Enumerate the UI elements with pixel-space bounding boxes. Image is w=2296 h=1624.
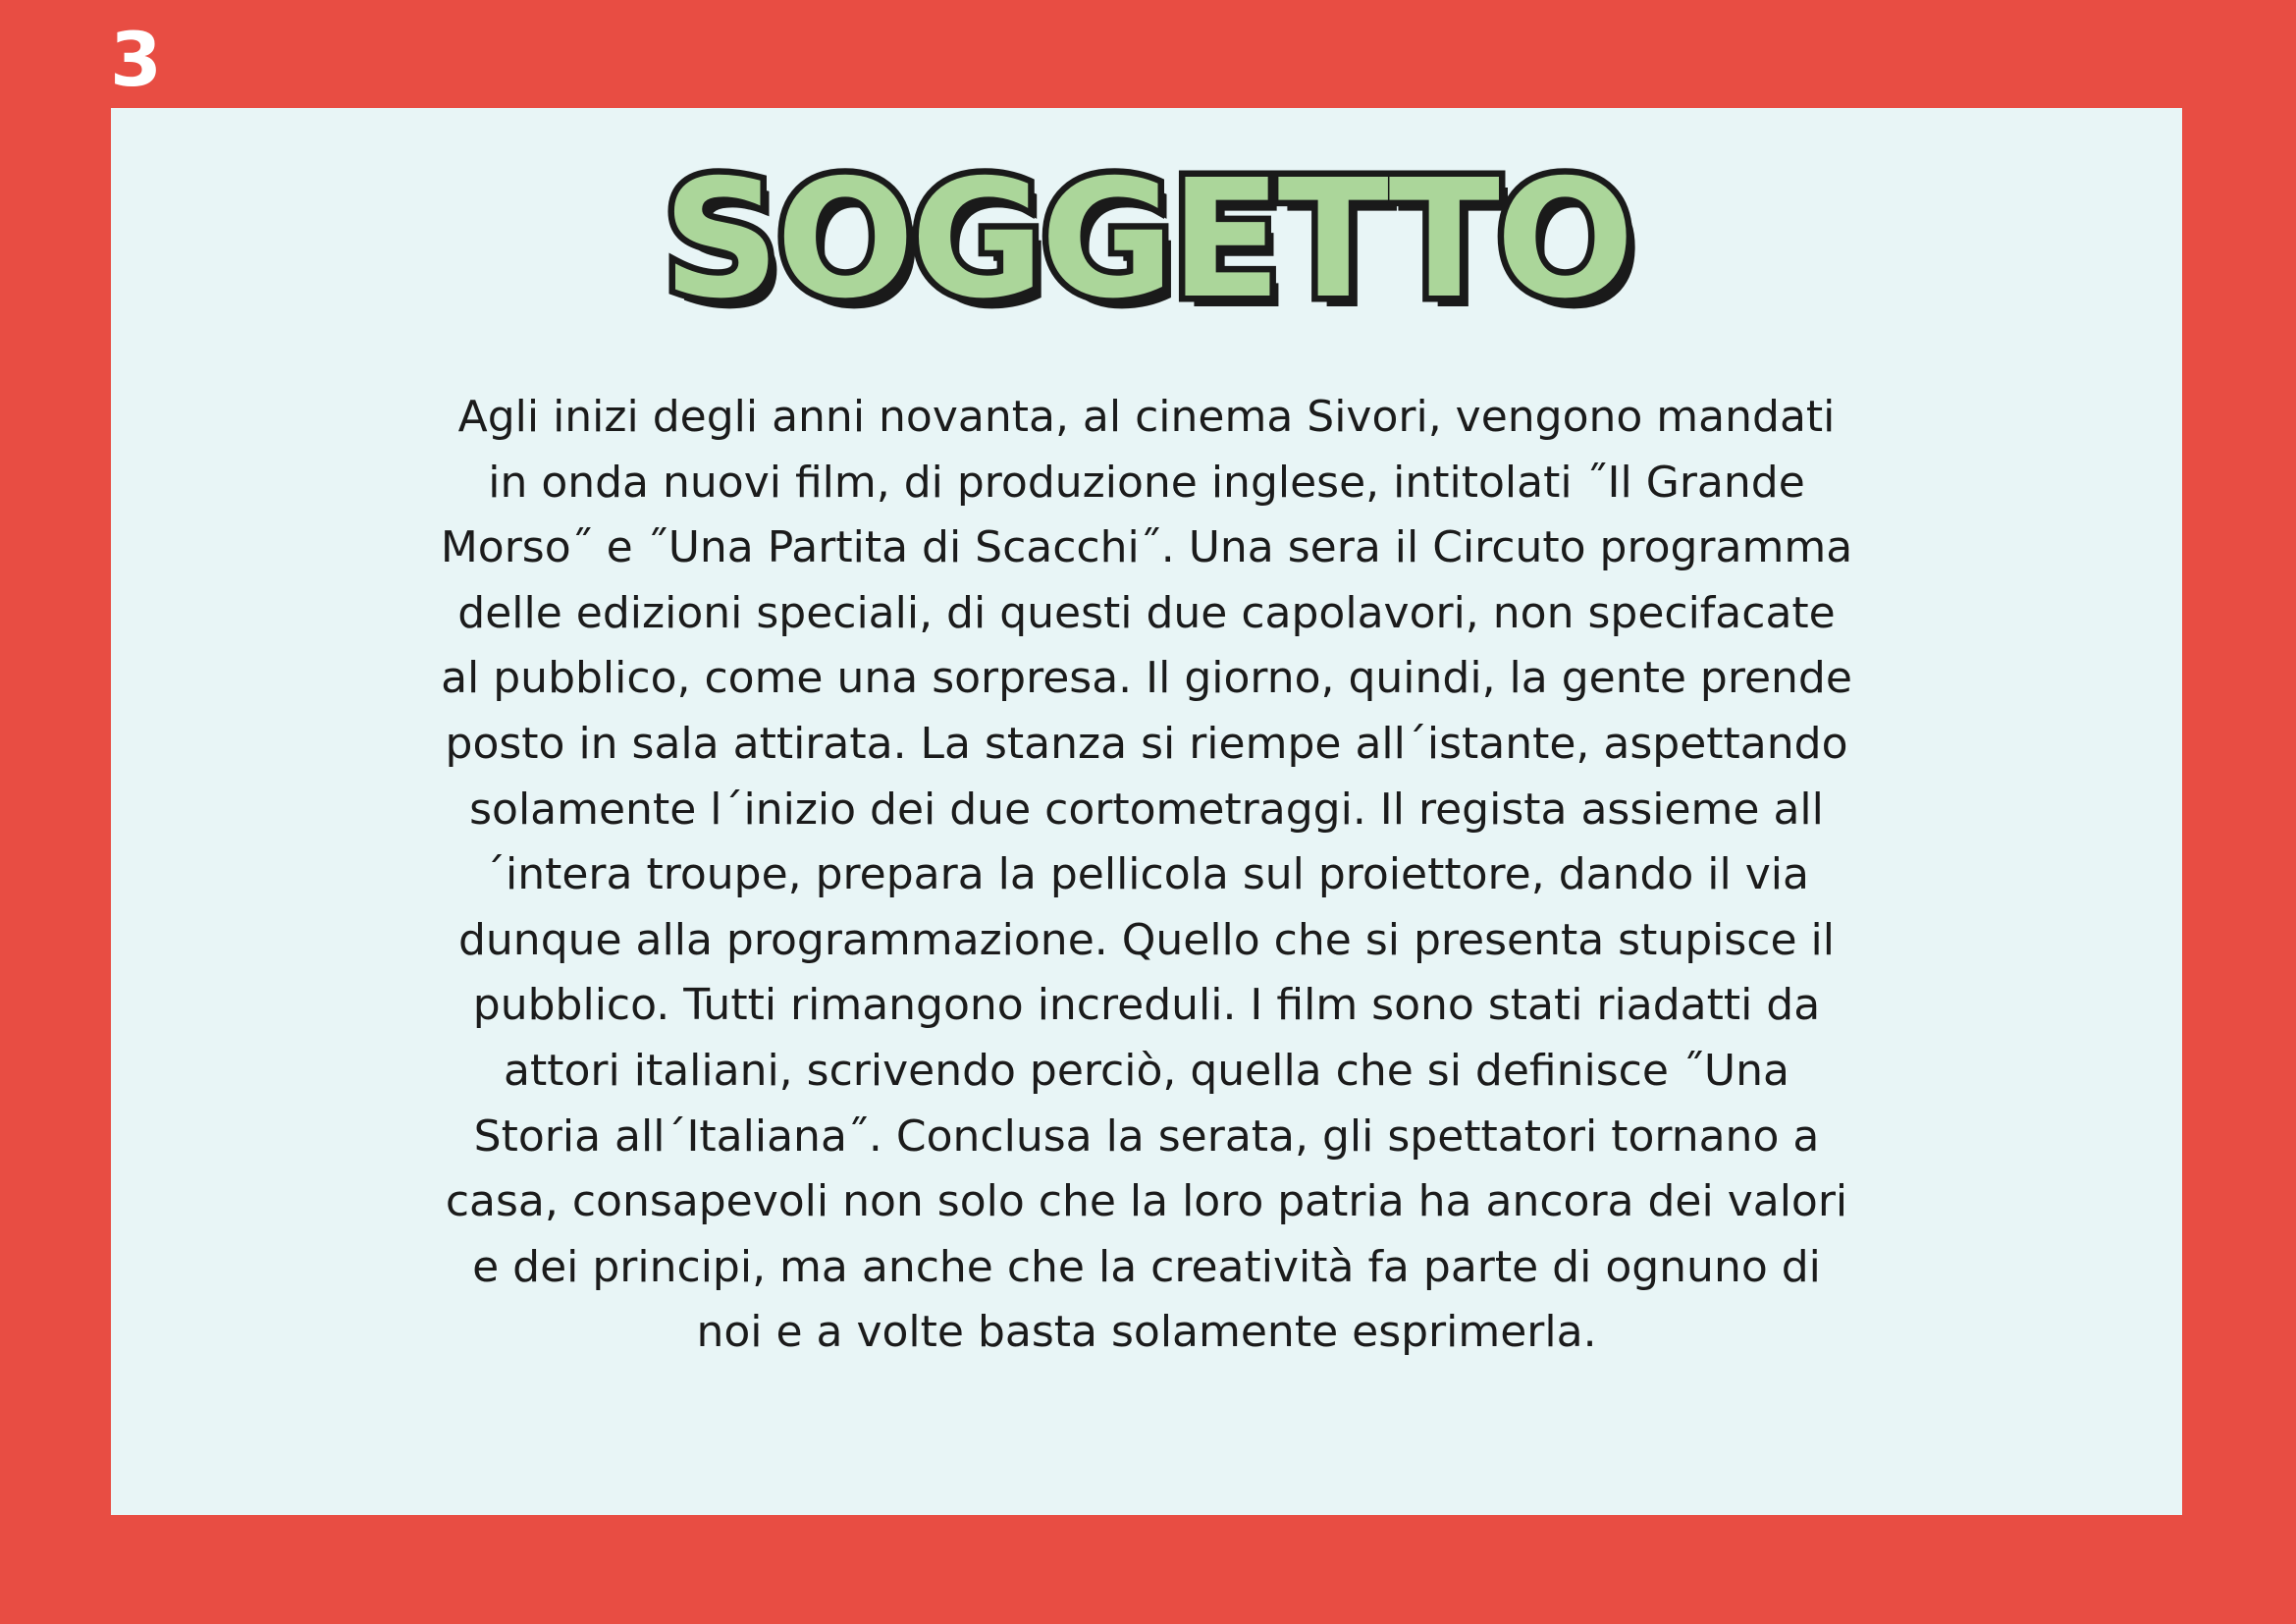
content-panel bbox=[111, 108, 2182, 1515]
page-title: SOGGETTO bbox=[663, 145, 1630, 335]
page-number: 3 bbox=[110, 16, 162, 103]
body-paragraph: Agli inizi degli anni novanta, al cinema Sivori, vengono mandati in onda nuovi film, di produzione inglese, intitolati ˝Il Grande Morso˝ e ˝Una Partita di Scacchi˝. Una sera il Circuto programma delle edizioni speciali, di questi due capolavori, non specifacate al pubblico, come una sorpresa. Il giorno, quindi, la gente prende posto in sala attirata. La stanza si riempe all´istante, aspettando solamente l´inizio dei due cortometraggi. Il regista assieme all´intera troupe, prepara la pellicola sul proiettore, dando il via dunque alla programmazione. Quello che si presenta stupisce il pubblico. Tutti rimangono increduli. I film sono stati riadatti da attori italiani, scrivendo perciò, quella che si definisce ˝Una Storia all´Italiana˝. Conclusa la serata, gli spettatori tornano a casa, consapevoli non solo che la loro patria ha ancora dei valori e dei principi, ma anche che la creatività fa parte di ognuno di noi e a volte basta solamente esprimerla. bbox=[440, 392, 1853, 1358]
